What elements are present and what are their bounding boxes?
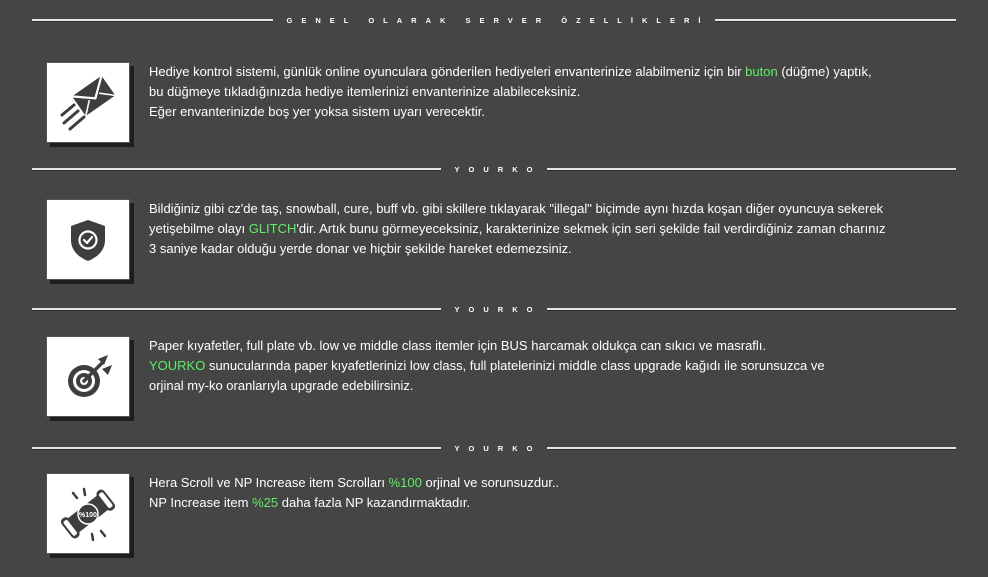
feature-upgrade [46,336,956,416]
scroll-icon-text: %100 [79,511,97,519]
divider-line [715,19,956,21]
feature-text [149,473,949,513]
text-line: orjinal my-ko oranlarıyla upgrade edebilirsiniz. [149,378,414,393]
text-line: bu düğmeye tıkladığınızda hediye itemlerinizi envanterinize alabileceksiniz. [149,84,581,99]
header-title: GENEL OLARAK SERVER ÖZELLİKLERİ [286,15,710,25]
feature-icon-box [46,199,130,280]
divider-line [547,308,956,310]
text-line: 3 saniye kadar olduğu yerde donar ve hiçbir şekilde hareket edemezsiniz. [149,241,572,256]
text-line: Hediye kontrol sistemi, günlük online oyunculara gönderilen hediyeleri envanterinize alabilmeniz için bir buton (düğme) yaptık, [149,64,872,79]
feature-icon-box [46,336,130,417]
text-line: YOURKO sunucularında paper kıyafetlerinizi low class, full platelerinizi middle class upgrade kağıdı ile sorunsuzca ve [149,358,825,373]
feature-icon-box [46,473,130,554]
divider-label: YOURKO [454,164,542,174]
feature-text [149,336,949,396]
divider-label: YOURKO [454,304,542,314]
feature-scrolls [46,473,956,553]
text-line: NP Increase item %25 daha fazla NP kazandırmaktadır. [149,495,471,510]
divider-line [32,447,441,449]
text-line: Eğer envanterinizde boş yer yoksa sistem uyarı verecektir. [149,104,485,119]
divider-line [547,447,956,449]
header-divider [32,14,956,26]
text-line: Hera Scroll ve NP Increase item Scrolları %100 orjinal ve sorunsuzdur.. [149,475,560,490]
feature-text [149,199,949,259]
feature-gift-control [46,62,956,142]
text-line: Bildiğiniz gibi cz'de taş, snowball, cure, buff vb. gibi skillere tıklayarak "illegal" biçimde aynı hızda koşan diğer oyuncuya sekerek [149,201,884,216]
divider-line [32,168,441,170]
divider-label: YOURKO [454,443,542,453]
divider-line [547,168,956,170]
scroll-100-icon [57,483,119,545]
shield-check-icon [62,214,114,266]
envelope-send-icon [56,71,120,135]
divider-line [32,19,273,21]
feature-icon-box [46,62,130,143]
feature-anti-glitch [46,199,956,279]
section-divider [32,163,956,175]
section-divider [32,442,956,454]
feature-text [149,62,949,122]
text-line: Paper kıyafetler, full plate vb. low ve middle class itemler için BUS harcamak oldukça can sıkıcı ve masraflı. [149,338,767,353]
text-line: yetişebilme olayı GLITCH'dir. Artık bunu görmeyeceksiniz, karakterinize sekmek için seri şekilde fail verdirdiğiniz zaman charınız [149,221,886,236]
divider-line [32,308,441,310]
target-arrow-icon [60,349,116,405]
section-divider [32,303,956,315]
